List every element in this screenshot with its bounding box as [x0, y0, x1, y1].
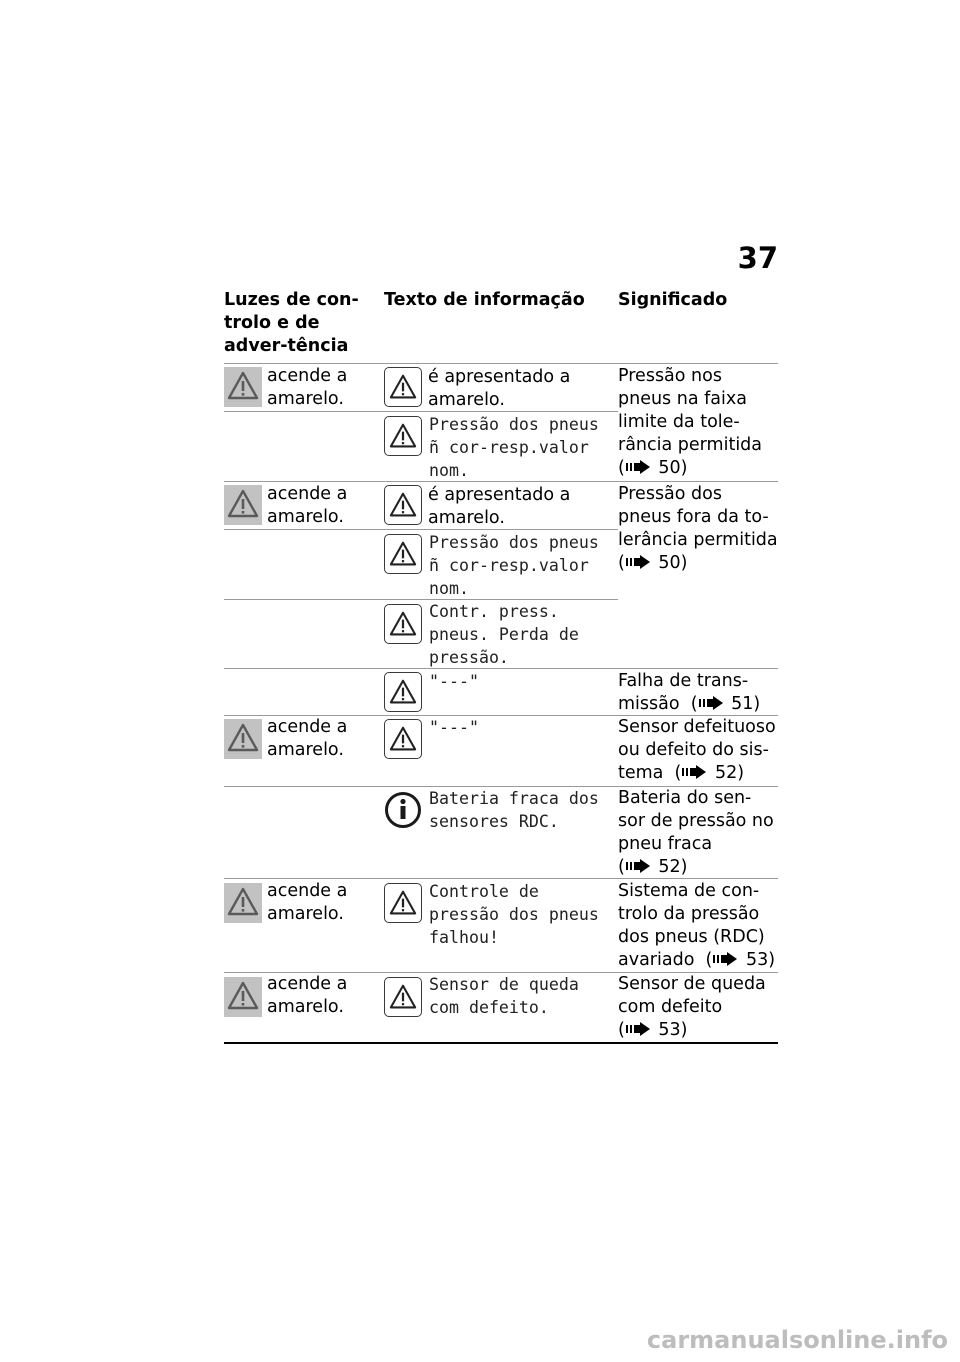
meaning-cell: [618, 365, 778, 480]
info-icon: [384, 790, 422, 830]
lamp-text: acende a amarelo.: [267, 366, 348, 409]
watermark: carmanualsonline.info: [646, 1326, 948, 1354]
meaning-cell: [618, 880, 778, 972]
arrow-right-icon: [626, 859, 652, 873]
warning-triangle-icon: [384, 883, 422, 923]
warning-lamp-icon: [224, 883, 262, 923]
page-reference: ( 52): [618, 857, 688, 877]
meaning-text: Sistema de con-trolo da pressão dos pneus (RDC) avariado: [618, 881, 765, 970]
warning-triangle-icon: [384, 534, 422, 574]
header-lights: Luzes de con-trolo e de adver-tência: [224, 290, 359, 356]
table-bottom-rule: [224, 1042, 778, 1044]
arrow-right-icon: [626, 460, 652, 474]
arrow-right-icon: [682, 765, 708, 779]
meaning-text: Bateria do sen-sor de pressão no pneu fraca: [618, 788, 774, 854]
page-number: 37: [737, 241, 778, 275]
reference-number: 53): [658, 1020, 688, 1040]
meaning-cell: [618, 787, 778, 879]
lamp-text: acende a amarelo.: [267, 881, 348, 924]
reference-number: 50): [658, 553, 688, 573]
display-message: "---": [429, 718, 479, 737]
warning-lamp-icon: [224, 719, 262, 759]
warning-triangle-icon: [384, 604, 422, 644]
warning-lamp-icon: [224, 367, 262, 407]
header-meaning: Significado: [618, 290, 728, 310]
page-reference: ( 53): [618, 1020, 688, 1040]
meaning-text: Falha de trans-missão: [618, 671, 749, 714]
display-message: "---": [429, 672, 479, 691]
display-message: Pressão dos pneus ñ cor-resp.valor nom.: [429, 415, 599, 480]
display-text: é apresentado a amarelo.: [428, 367, 571, 410]
warning-lamp-icon: [224, 485, 262, 525]
arrow-right-icon: [626, 1022, 652, 1036]
arrow-right-icon: [713, 952, 739, 966]
warning-triangle-icon: [384, 485, 422, 525]
table-divider: [224, 363, 778, 364]
meaning-cell: [618, 483, 778, 575]
display-message: Bateria fraca dos sensores RDC.: [429, 789, 599, 831]
reference-number: 50): [658, 458, 688, 478]
lamp-text: acende a amarelo.: [267, 974, 348, 1017]
lamp-text: acende a amarelo.: [267, 717, 348, 760]
meaning-text: Pressão nos pneus na faixa limite da tole-rância permitida: [618, 366, 763, 455]
meaning-cell: [618, 716, 778, 785]
meaning-cell: [618, 670, 778, 716]
display-message: Controle de pressão dos pneus falhou!: [429, 882, 599, 947]
meaning-text: Sensor de queda com defeito: [618, 974, 766, 1017]
header-info-text: Texto de informação: [384, 290, 585, 310]
display-message: Contr. press. pneus. Perda de pressão.: [429, 602, 579, 667]
meaning-text: Sensor defeituoso ou defeito do sis-tema: [618, 717, 776, 783]
warning-triangle-icon: [384, 977, 422, 1017]
page-reference: ( 51): [685, 694, 761, 714]
page-reference: ( 53): [699, 950, 776, 970]
warning-lamp-icon: [224, 977, 262, 1017]
page-reference: ( 50): [618, 553, 688, 573]
reference-number: 52): [714, 763, 745, 783]
lamp-text: acende a amarelo.: [267, 484, 348, 527]
display-text: é apresentado a amarelo.: [428, 485, 571, 528]
warning-triangle-icon: [384, 367, 422, 407]
page-reference: ( 50): [618, 458, 688, 478]
arrow-right-icon: [626, 555, 652, 569]
page-reference: ( 52): [668, 763, 745, 783]
reference-number: 52): [658, 857, 688, 877]
arrow-right-icon: [699, 696, 725, 710]
reference-number: 51): [731, 694, 761, 714]
meaning-text: Pressão dos pneus fora da to-lerância permitida: [618, 484, 778, 550]
display-message: Pressão dos pneus ñ cor-resp.valor nom.: [429, 533, 599, 598]
meaning-cell: [618, 973, 778, 1042]
warning-triangle-icon: [384, 719, 422, 759]
warning-triangle-icon: [384, 672, 422, 712]
reference-number: 53): [745, 950, 776, 970]
display-message: Sensor de queda com defeito.: [429, 975, 579, 1017]
warning-triangle-icon: [384, 416, 422, 456]
